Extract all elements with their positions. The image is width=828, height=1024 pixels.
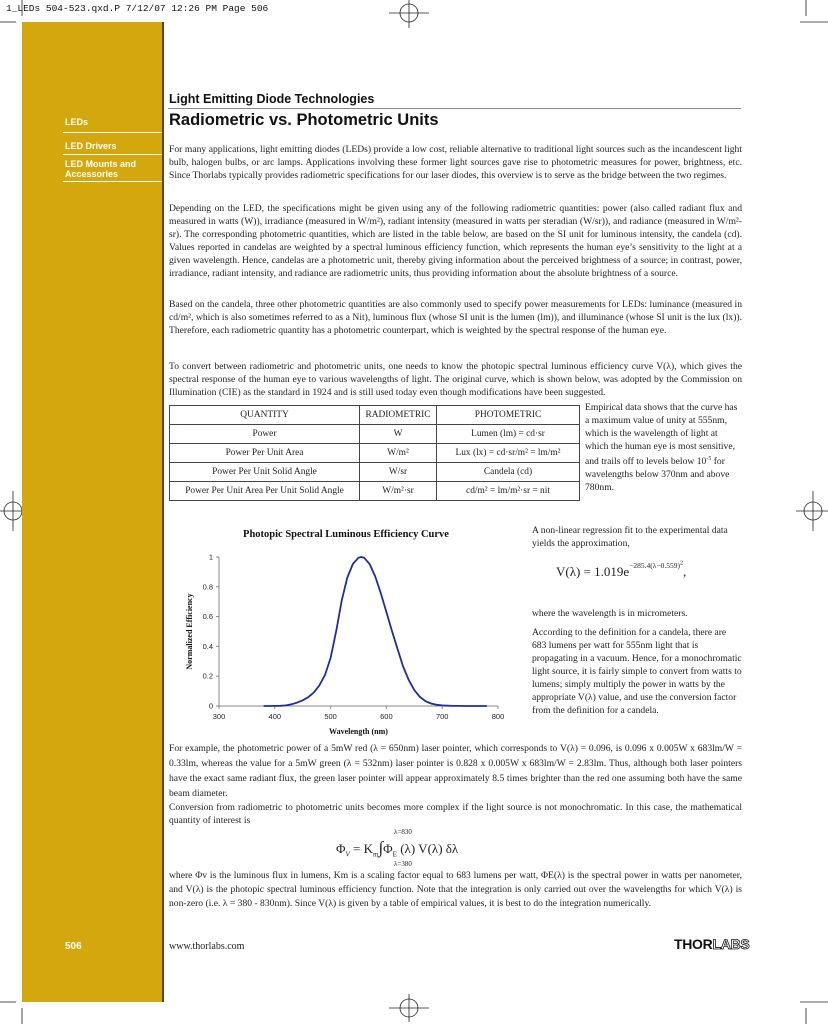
- sidebar-item-leds[interactable]: LEDs: [65, 117, 89, 127]
- table-cell: cd/m² = lm/m²·sr = nit: [437, 482, 580, 501]
- luminous-flux-equation: [336, 828, 516, 870]
- x-tick-label: 600: [380, 712, 393, 721]
- y-tick-label: 0: [208, 701, 213, 711]
- logo-text: LABS: [712, 936, 750, 952]
- table-row: [170, 425, 580, 444]
- equation-lhs: V(λ) = 1.019e: [556, 563, 630, 579]
- y-tick-label: 0.2: [202, 671, 213, 681]
- equation-phi-subscript: V: [345, 850, 350, 859]
- candela-definition-note: According to the definition for a candela, there are 683 lumens per watt for 555nm light that is propagating in a vacuum. Hence, for a monochromatic light source, it is fairly simple to convert from watts to lumens; simply multiply the power in watts by the appropriate V(λ) value, and use the conversion factor from the definition for a candela.: [532, 627, 742, 716]
- empirical-note-text: for wavelengths below 370nm and above 780nm.: [585, 456, 730, 494]
- y-tick-label: 0.4: [202, 641, 213, 651]
- flux-definition-paragraph: where Φv is the luminous flux in lumens, Km is a scaling factor equal to 683 lumens per watt, ΦE(λ) is the spectral power in watts per nanometer, and V(λ) is the photopic spectral luminous efficiency function. Note that the integration is only carried out over the wavelengths for which V(λ) is non-zero (i.e. λ = 380 - 830nm). Since V(λ) is given by a table of empirical values, it is best to do the integration numerically.: [169, 870, 742, 909]
- y-tick-label: 0.8: [202, 582, 213, 592]
- equation-tail: ,: [683, 563, 687, 579]
- equation-exponent: −285.4(λ−0.559): [629, 560, 681, 570]
- chart-x-label: Wavelength (nm): [329, 727, 388, 736]
- table-header-row: [170, 406, 580, 425]
- chart-ticks: [203, 553, 505, 722]
- empirical-note-exponent: -5: [706, 456, 712, 462]
- equation-integrand: Φ: [383, 841, 393, 856]
- integral-sign: ∫: [378, 838, 384, 857]
- equation-phi: Φ: [336, 841, 346, 856]
- table-cell: Power Per Unit Area Per Unit Solid Angle: [170, 482, 360, 501]
- micrometer-note: where the wavelength is in micrometers.: [532, 608, 688, 619]
- chart-lines: [264, 557, 487, 706]
- equation-exponent-power: 2: [680, 560, 684, 566]
- nonmonochromatic-paragraph: Conversion from radiometric to photometric units becomes more complex if the light source is not monochromatic. In this case, the mathematical quantity of interest is: [169, 802, 742, 826]
- table-cell: Lumen (lm) = cd·sr: [437, 425, 580, 444]
- y-tick-label: 0.6: [202, 612, 213, 622]
- registration-mark-top: [389, 0, 429, 28]
- efficiency-curve-line: [264, 557, 487, 706]
- conversion-paragraph: To convert between radiometric and photometric units, one needs to know the photopic spectral luminous efficiency curve V(λ), which gives the spectral response of the human eye to various wavelengths of light. The original curve, which is shown below, was adopted by the Commission on Illumination (CIE) as the standard in 1924 and is still used today even though modifications have been suggested.: [169, 361, 742, 398]
- header-rule: [168, 108, 741, 109]
- y-tick-label: 1: [208, 552, 213, 562]
- equation-remainder: (λ) V(λ) δλ: [396, 841, 459, 856]
- table-header: RADIOMETRIC: [360, 406, 437, 425]
- x-tick-label: 300: [212, 712, 226, 721]
- table-header: QUANTITY: [170, 406, 360, 425]
- table-header: PHOTOMETRIC: [437, 406, 580, 425]
- x-tick-label: 800: [491, 712, 505, 721]
- table-cell: W/m²: [360, 444, 437, 463]
- equation-k-subscript: m: [373, 850, 379, 859]
- table-cell: Power: [170, 425, 360, 444]
- page-number: 506: [65, 941, 82, 952]
- table-row: [170, 444, 580, 463]
- registration-mark-right: [796, 491, 828, 531]
- x-tick-label: 500: [324, 712, 337, 721]
- empirical-note-text: Empirical data shows that the curve has a maximum value of unity at 555nm, which is the wavelength of light at which the human eye is most sensitive, and trails off to levels below 10: [585, 402, 738, 468]
- sidebar-divider: [63, 181, 162, 182]
- thorlabs-logo: [674, 936, 749, 952]
- chart-axes: [219, 557, 498, 706]
- section-title: Light Emitting Diode Technologies: [169, 92, 375, 106]
- regression-note: A non-linear regression fit to the experimental data yields the approximation,: [532, 525, 728, 549]
- efficiency-chart: [172, 520, 512, 745]
- sidebar-item-label: Accessories: [65, 169, 119, 179]
- units-table: [169, 405, 580, 501]
- table-cell: W/m²·sr: [360, 482, 437, 501]
- equation-integrand-subscript: E: [392, 850, 397, 859]
- table-cell: W: [360, 425, 437, 444]
- table-row: [170, 463, 580, 482]
- table-cell: Lux (lx) = cd·sr/m² = lm/m²: [437, 444, 580, 463]
- logo-text: THOR: [674, 936, 713, 952]
- table-row: [170, 482, 580, 501]
- sidebar-divider: [63, 154, 162, 155]
- sidebar-item-led-drivers[interactable]: LED Drivers: [65, 141, 117, 151]
- integral-upper-limit: λ=830: [394, 828, 412, 836]
- registration-mark-bottom: [389, 994, 429, 1022]
- table-cell: W/sr: [360, 463, 437, 482]
- page-title: Radiometric vs. Photometric Units: [169, 111, 439, 129]
- approximation-equation: [556, 560, 687, 580]
- x-tick-label: 700: [435, 712, 449, 721]
- chart-title: Photopic Spectral Luminous Efficiency Curve: [243, 529, 449, 540]
- laser-example-paragraph: For example, the photometric power of a 5mW red (λ = 650nm) laser pointer, which corresponds to V(λ) = 0.096, is 0.096 x 0.005W x 683lm/W = 0.33lm, whereas the value for a 5mW green (λ = 532nm) laser pointer is 0.828 x 0.005W x 683lm/W = 2.83lm. Thus, although both laser pointers have the exact same radiant flux, the green laser pointer will appear approximately 8.5 times brighter than the red one assuming both have the same beam diameter.: [169, 743, 742, 799]
- intro-paragraph: For many applications, light emitting diodes (LEDs) provide a low cost, reliable alternative to traditional light sources such as the incandescent light bulb, halogen bulbs, or arc lamps. Applications involving these former light sources gave rise to photometric measures for power, brightness, etc. Since Thorlabs typically provides radiometric specifications for our laser diodes, this overview is to serve as the bridge between the two regimes.: [169, 144, 742, 181]
- chart-y-label: Normalized Efficiency: [185, 593, 194, 670]
- table-cell: Candela (cd): [437, 463, 580, 482]
- sidebar-item-label: LED Mounts and: [65, 159, 136, 169]
- candela-paragraph: Based on the candela, three other photometric quantities are also commonly used to specify power measurements for LEDs: luminance (measured in cd/m², which is also sometimes referred to as a Nit), luminous flux (whose SI unit is the lumen (lm)), and illuminance (whose SI unit is the lux (lx)). Therefore, each radiometric quantity has a photometric counterpart, which is weighted by the spectral response of the human eye.: [169, 299, 742, 336]
- table-cell: Power Per Unit Area: [170, 444, 360, 463]
- sidebar-divider: [63, 132, 162, 133]
- print-slug: 1_LEDs 504-523.qxd.P 7/12/07 12:26 PM Page 506: [6, 3, 269, 14]
- footer-url[interactable]: www.thorlabs.com: [169, 941, 245, 952]
- sidebar-item-led-mounts[interactable]: [65, 159, 136, 179]
- x-tick-label: 400: [268, 712, 282, 721]
- specs-paragraph: Depending on the LED, the specifications might be given using any of the following radiometric quantities: power (also called radiant flux and measured in watts (W)), irradiance (measured in W/m²), radiant intensity (measured in watts per steradian (W/sr)), and radiance (measured in W/m²-sr). The corresponding photometric quantities, which are listed in the table below, are based on the SI unit for luminous intensity, the candela (cd). Values reported in candelas are weighted by a spectral luminous efficiency function, which represents the human eye’s sensitivity to the light at a given wavelength. Hence, candelas are a photometric unit, thereby giving information about the perceived brightness of a source; in contrast, power, irradiance, radiant intensity, and radiance are radiometric units, thus providing information about the absolute brightness of a source.: [169, 203, 742, 279]
- integral-lower-limit: λ=380: [394, 860, 412, 868]
- table-cell: Power Per Unit Solid Angle: [170, 463, 360, 482]
- equation-equals-k: = K: [349, 841, 374, 856]
- empirical-note: [585, 401, 741, 494]
